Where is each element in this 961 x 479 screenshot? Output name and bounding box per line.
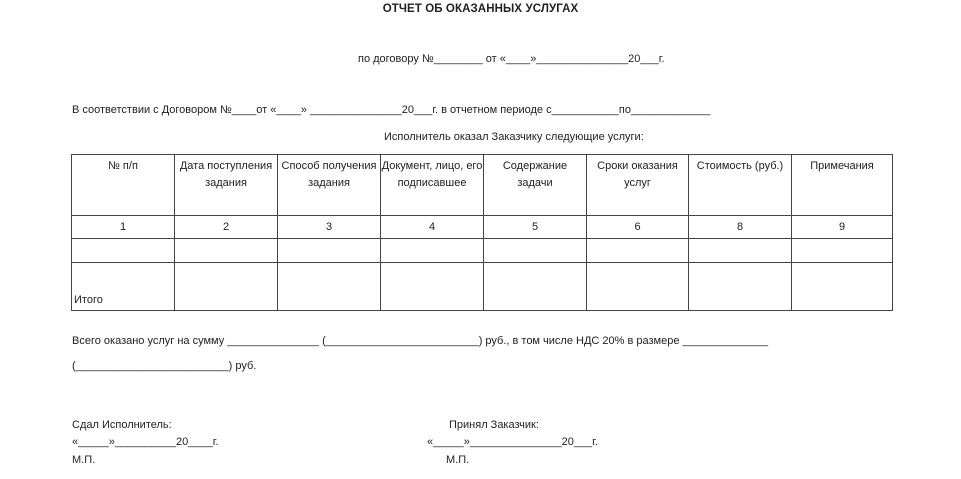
- total-row: [72, 263, 893, 311]
- column-number: 5: [484, 216, 587, 239]
- table-cell[interactable]: [381, 239, 484, 263]
- header-cell-content: Содержание задачи: [484, 155, 587, 216]
- table-cell[interactable]: [175, 263, 278, 311]
- column-number: 9: [792, 216, 893, 239]
- customer-stamp: М.П.: [446, 454, 470, 466]
- column-number: 2: [175, 216, 278, 239]
- table-row: [72, 239, 893, 263]
- table-cell[interactable]: [689, 263, 792, 311]
- table-cell[interactable]: [587, 263, 689, 311]
- column-number-row: [72, 216, 893, 239]
- executor-label: Сдал Исполнитель:: [72, 419, 172, 431]
- column-number: 3: [278, 216, 381, 239]
- header-cell-method: Способ получения задания: [278, 155, 381, 216]
- header-row: [72, 155, 893, 216]
- total-sum-line: Всего оказано услуг на сумму _______________ (_________________________) руб., в том числе НДС 20% в размере ______________: [72, 335, 769, 347]
- executor-date: «_____»__________20____г.: [72, 436, 219, 448]
- contract-line: по договору №________ от «____»_______________20___г.: [358, 53, 665, 65]
- total-sum-words-line: (_________________________) руб.: [72, 360, 257, 372]
- table-cell[interactable]: [278, 263, 381, 311]
- header-cell-number: № п/п: [72, 155, 175, 216]
- table-cell[interactable]: [587, 239, 689, 263]
- table-cell[interactable]: [792, 263, 893, 311]
- customer-label: Принял Заказчик:: [449, 419, 539, 431]
- table-cell[interactable]: [175, 239, 278, 263]
- column-number: 6: [587, 216, 689, 239]
- column-number: 8: [689, 216, 792, 239]
- table-cell[interactable]: [792, 239, 893, 263]
- intro-line: Исполнитель оказал Заказчику следующие услуги:: [384, 131, 644, 143]
- total-label: Итого: [72, 263, 175, 311]
- document-title: ОТЧЕТ ОБ ОКАЗАННЫХ УСЛУГАХ: [382, 3, 579, 15]
- column-number: 4: [381, 216, 484, 239]
- header-cell-cost: Стоимость (руб.): [689, 155, 792, 216]
- column-number: 1: [72, 216, 175, 239]
- header-cell-document: Документ, лицо, его подписавшее: [381, 155, 484, 216]
- executor-stamp: М.П.: [72, 454, 96, 466]
- services-table: [71, 154, 893, 311]
- table-cell[interactable]: [72, 239, 175, 263]
- table-cell[interactable]: [381, 263, 484, 311]
- header-cell-notes: Примечания: [792, 155, 893, 216]
- table-cell[interactable]: [484, 263, 587, 311]
- table-cell[interactable]: [689, 239, 792, 263]
- customer-date: «_____»_______________20___г.: [427, 436, 598, 448]
- header-cell-date: Дата поступления задания: [175, 155, 278, 216]
- table-cell[interactable]: [484, 239, 587, 263]
- reference-line: В соответствии с Договором №____от «____» _______________20___г. в отчетном периоде с___________по_____________: [72, 104, 711, 116]
- table-cell[interactable]: [278, 239, 381, 263]
- header-cell-terms: Сроки оказания услуг: [587, 155, 689, 216]
